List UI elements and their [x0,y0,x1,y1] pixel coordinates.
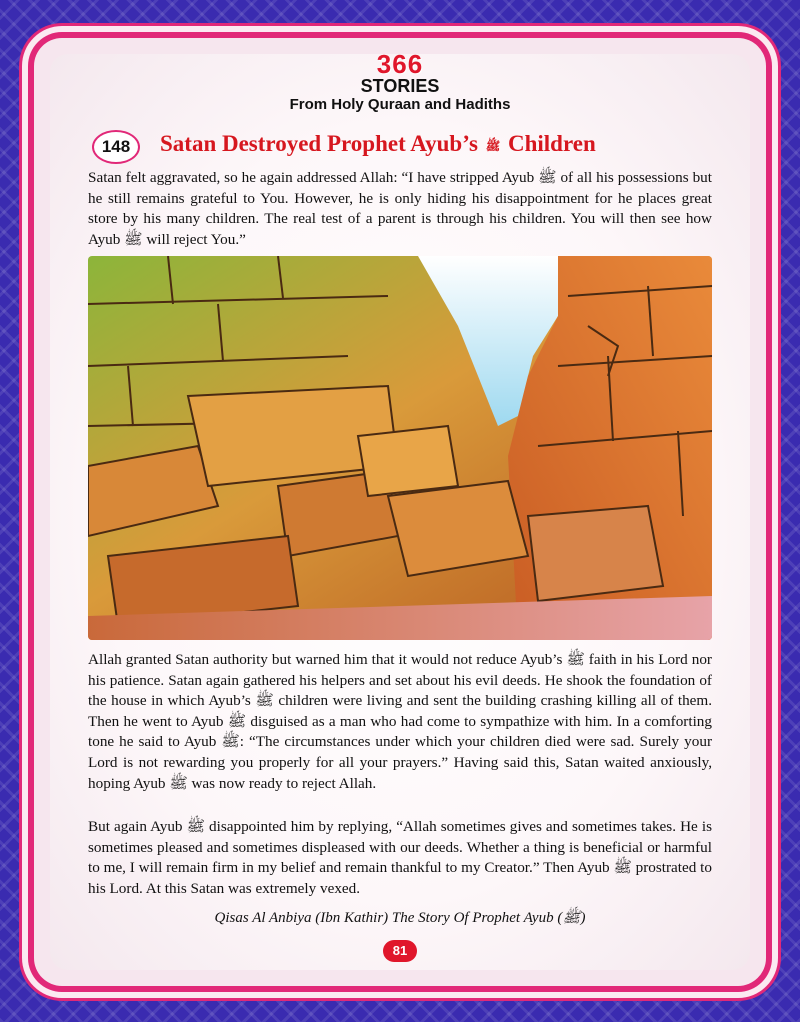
story-title [160,128,720,162]
story-title-part-1: Satan Destroyed Prophet Ayub’s [160,131,478,156]
story-title-part-2: Children [507,131,596,156]
paragraph-2: Allah granted Satan authority but warned him that it would not reduce Ayub’s ﷺ faith in his Lord nor his patience. Satan again gathered his helpers and set about his evil deeds. He shook the foundation of the house in which Ayub’s ﷺ children were living and sent the building crashing killing all of them. Then he went to Ayub ﷺ disguised as a man who had come to sympathize with him. In a comforting tone he said to Ayub ﷺ: “The circumstances under which your children died were sad. Surely your Lord is not rewarding you properly for all your prayers.” Having said this, Satan waited anxiously, hoping Ayub ﷺ was now ready to reject Allah. [88,651,713,792]
brand-number: 366 [376,49,424,79]
story-number-badge: 148 [92,130,140,164]
paragraph-3: But again Ayub ﷺ disappointed him by replying, “Allah sometimes gives and sometimes takes. He is sometimes pleased and sometimes displeased with our deeds. Whether a thing is beneficial or harmful to me, I will remain firm in my belief and remain thankful to my Creator.” Then Ayub ﷺ prostrated to his Lord. At this Satan was extremely vexed. [88,818,712,897]
collapsed-wall-illustration [88,256,712,640]
source-caption: Qisas Al Anbiya (Ibn Kathir) The Story Of Prophet Ayub (ﷺ) [214,910,586,926]
paragraph-1: Satan felt aggravated, so he again addressed Allah: “I have stripped Ayub ﷺ of all his possessions but he still remains grateful to You. However, he is only hiding his disappointment for he places great store by his many children. The real test of a parent is through his children. You will then see how Ayub ﷺ will reject You.” [88,169,712,248]
brand-stories: STORIES [360,76,440,96]
page-number: 81 [383,940,417,962]
book-brand [0,49,800,114]
honorific-glyph: ﷺ [485,138,501,153]
brand-subtitle: From Holy Quraan and Hadiths [289,96,511,113]
